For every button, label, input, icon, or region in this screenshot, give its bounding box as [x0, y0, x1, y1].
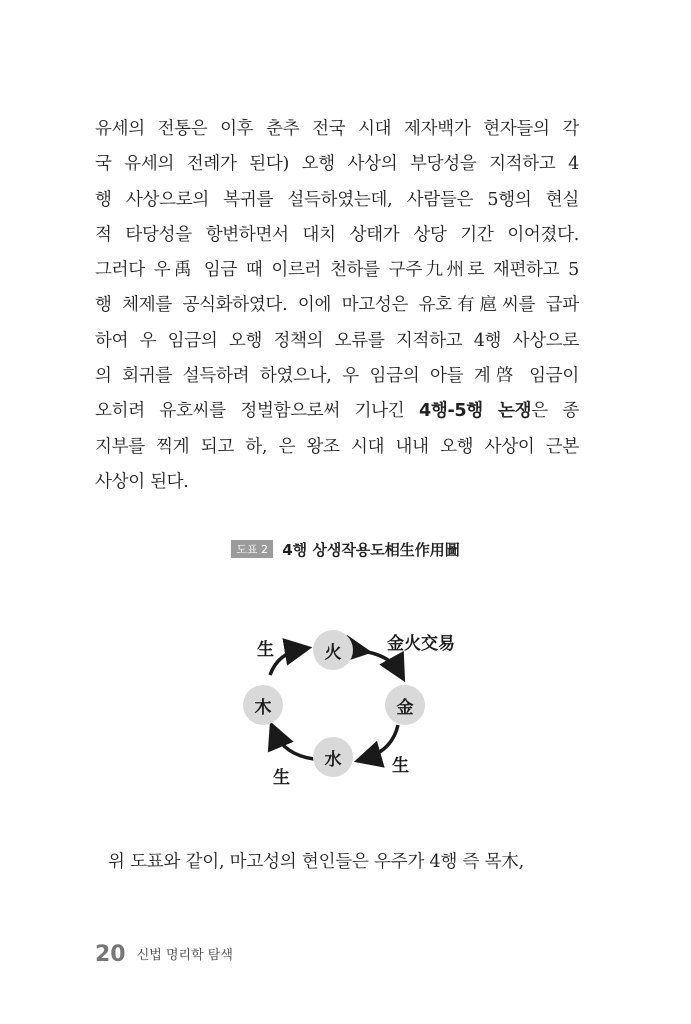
text-line [95, 394, 579, 429]
text-segment: 오히려 유호씨를 정벌함으로써 기나긴 [95, 401, 419, 422]
text-line: 행 체제를 공식화하였다. 이에 마고성은 유호有扈씨를 급파 [95, 295, 579, 316]
page-number: 20 [95, 942, 126, 967]
text-segment: 은 종 [531, 401, 579, 422]
text-line: 지부를 찍게 되고 하, 은 왕조 시대 내내 오행 사상이 근본 [95, 436, 579, 457]
text-line: 국 유세의 전례가 된다) 오행 사상의 부당성을 지적하고 4 [95, 154, 579, 175]
label-bottom-left: 生 [273, 768, 290, 788]
arrow-fire-metal [362, 651, 400, 673]
water-node: 水 [313, 737, 353, 777]
page-footer [95, 942, 233, 967]
bold-term: 4행-5행 논쟁 [418, 401, 532, 422]
arrow-water-to-wood [274, 731, 314, 759]
figure-title: 4행 상생작용도相生作用圖 [282, 541, 460, 559]
metal-node: 金 [385, 685, 425, 725]
book-title: 신법 명리학 탐색 [136, 948, 233, 963]
figure-caption [0, 539, 691, 560]
label-bottom-right: 生 [392, 756, 409, 776]
label-top-right: 金火交易 [387, 634, 455, 654]
label-top-left: 生 [257, 640, 274, 660]
text-line: 그러다 우禹 임금 때 이르러 천하를 구주九州로 재편하고 5 [95, 260, 579, 281]
text-line: 행 사상으로의 복귀를 설득하였는데, 사람들은 5행의 현실 [95, 189, 579, 210]
text-line: 유세의 전통은 이후 춘추 전국 시대 제자백가 현자들의 각 [95, 119, 579, 139]
four-element-diagram [230, 615, 470, 795]
continuation-text: 위 도표와 같이, 마고성의 현인들은 우주가 4행 즉 목木, [108, 852, 524, 872]
fire-node: 火 [313, 630, 353, 670]
text-line: 하여 우 임금의 오행 정책의 오류를 지적하고 4행 사상으로 [95, 330, 579, 351]
text-line: 적 타당성을 항변하면서 대치 상태가 상당 기간 이어졌다. [95, 224, 579, 245]
text-line: 의 회귀를 설득하려 하였으나, 우 임금의 아들 계啓 임금이 [95, 366, 579, 387]
text-line: 사상이 된다. [95, 471, 189, 492]
wood-node: 木 [243, 685, 283, 725]
figure-badge: 도표 2 [231, 540, 273, 558]
arrow-wood-to-fire [270, 649, 302, 675]
body-text [95, 112, 579, 500]
